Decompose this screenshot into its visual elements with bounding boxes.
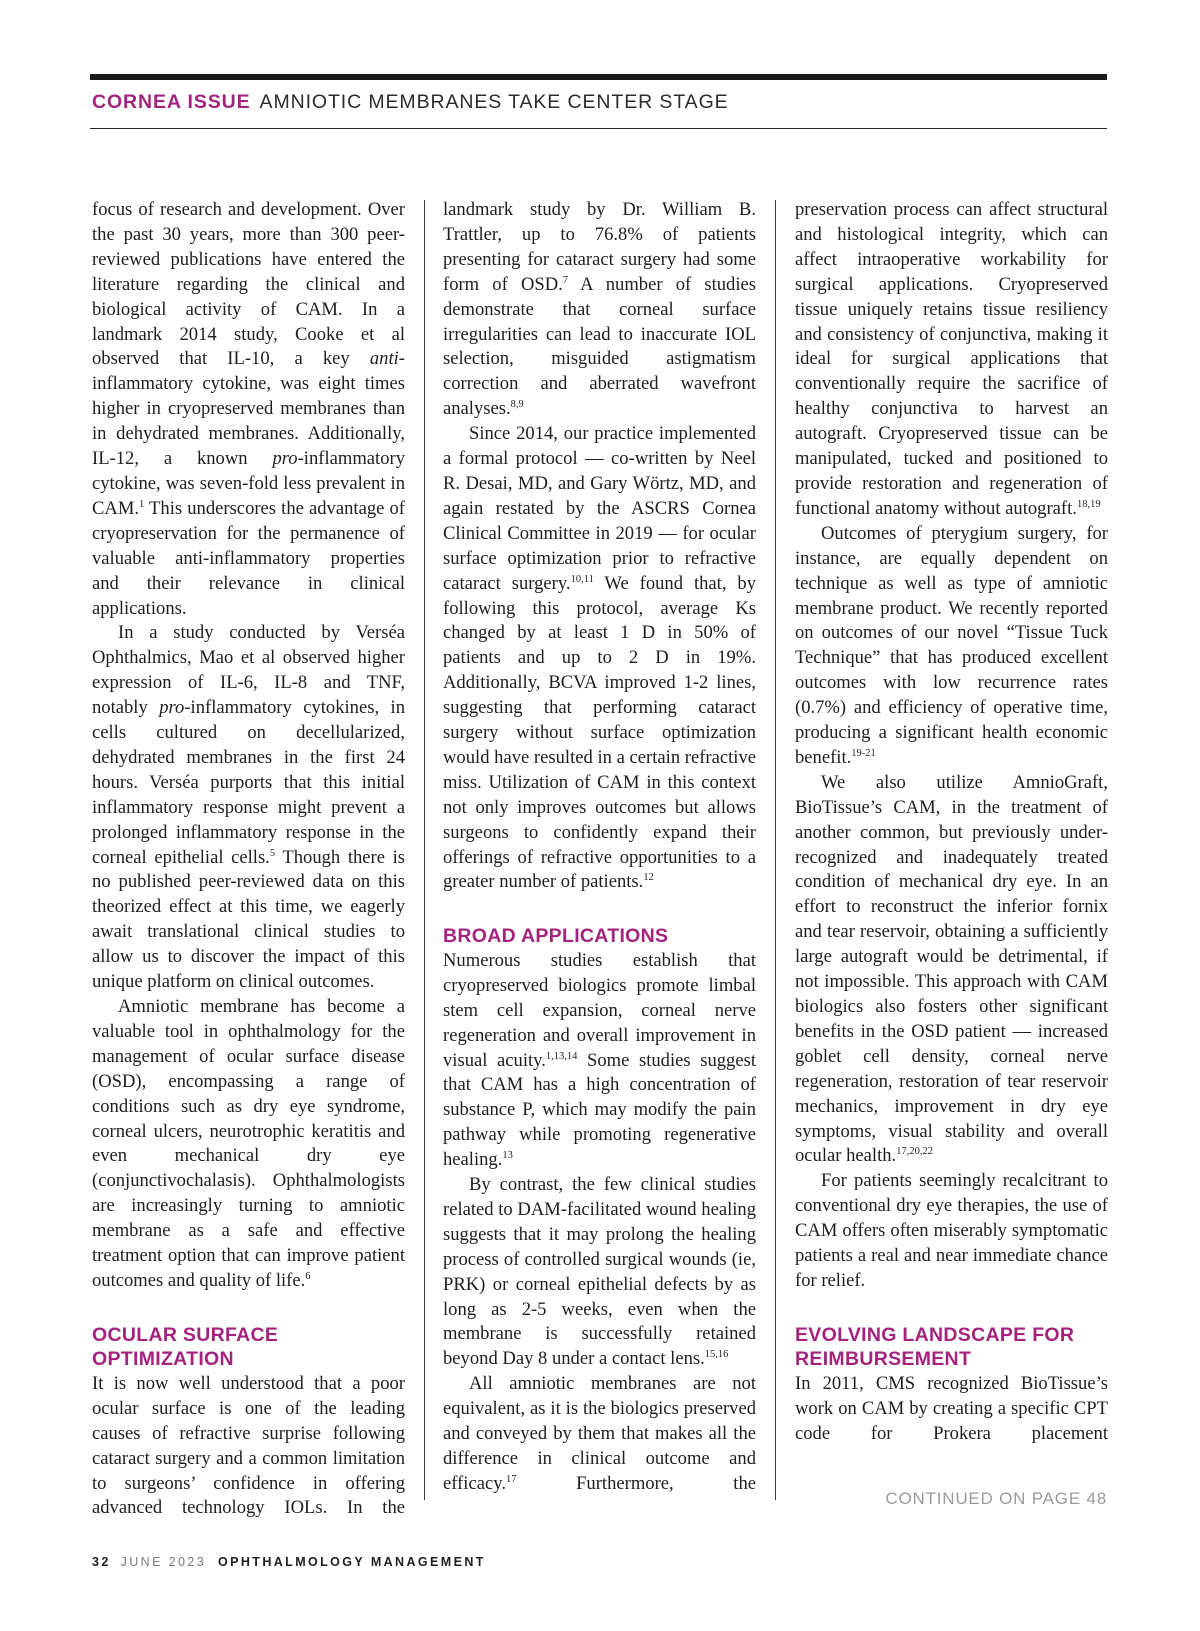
- paragraph: [92, 198, 405, 621]
- citation: 7: [562, 274, 569, 286]
- running-header: [92, 91, 1107, 123]
- text-run: landmark study by Dr. William B. Trattler, up to 76.8% of patients presenting for cataract surgery had some form of OSD.: [443, 199, 756, 295]
- citation: 1,13,14: [545, 1050, 578, 1062]
- section-heading: BROAD APPLICATIONS: [443, 925, 669, 948]
- section-label: CORNEA ISSUE: [92, 91, 251, 113]
- citation: 5: [269, 847, 276, 859]
- page-number: 32: [92, 1555, 111, 1569]
- header-top-rule: [90, 74, 1107, 80]
- text-run: In a study conducted by Verséa Ophthalmics, Mao et al observed higher expression of IL-6, IL-8 and TNF, notably: [92, 622, 405, 719]
- text-run: -inflammatory cytokines, in cells cultured on decellularized, dehydrated membranes in the first 24 hours. Verséa purports that this initial inflammatory response might prevent a prolonged inflammatory response in the corneal epithelial cells.: [92, 697, 405, 868]
- text-run: This underscores the advantage of cryopreservation for the permanence of valuable anti-inflammatory properties and their relevance in clinical applications.: [92, 497, 405, 619]
- text-run: -inflammatory cytokine, was seven-fold less prevalent in CAM.: [92, 448, 405, 519]
- citation: 19-21: [851, 747, 876, 759]
- issue-date: JUNE 2023: [120, 1555, 207, 1569]
- text-run: For patients seemingly recalcitrant to conventional dry eye therapies, the use of CAM offers often miserably symptomatic patients a real and near immediate chance for relief.: [795, 1170, 1108, 1291]
- section-heading: OCULAR SURFACE OPTIMIZATION: [92, 1323, 279, 1371]
- text-run: We found that, by following this protocol, average Ks changed by at least 1 D in 50% of patients and up to 2 D in 19%. Additionally, BCVA improved 1-2 lines, suggesting that performing cataract surgery without surface optimization would have resulted in a certain refractive miss. Utilization of CAM in this context not only improves outcomes but allows surgeons to confidently expand their offerings of refractive opportunities to a greater number of patients.: [443, 572, 756, 893]
- paragraph: [443, 1372, 756, 1497]
- citation: 17,20,22: [896, 1146, 933, 1158]
- paragraph: [443, 949, 756, 1173]
- magazine-name: OPHTHALMOLOGY MANAGEMENT: [218, 1555, 486, 1569]
- text-run: -inflammatory cytokine, was eight times higher in cryopreserved membranes than in dehydrated membranes. Additionally, IL-12, a known: [92, 348, 405, 470]
- column-divider: [424, 200, 425, 1500]
- text-run: Outcomes of pterygium surgery, for instance, are equally dependent on technique as well as type of amniotic membrane product. We recently reported on outcomes of our novel “Tissue Tuck Technique” that has produced excellent outcomes with low recurrence rates (0.7%) and efficiency of operative time, producing a significant health economic benefit.: [795, 522, 1108, 768]
- text-run: focus of research and development. Over the past 30 years, more than 300 peer-reviewed publications have entered the literature regarding the clinical and biological activity of CAM. In a landmark 2014 study, Cooke et al observed that IL-10, a key: [92, 199, 405, 370]
- text-run: A number of studies demonstrate that corneal surface irregularities can lead to inaccurate IOL selection, misguided astigmatism correction and aberrated wavefront analyses.: [443, 273, 756, 420]
- column-3: [795, 198, 1108, 1447]
- citation: 1: [139, 498, 145, 510]
- paragraph: [795, 522, 1108, 771]
- italic-text: pro: [159, 697, 185, 719]
- text-run: Numerous studies establish that cryopreserved biologics promote limbal stem cell expansion, corneal nerve regeneration and overall improvement in visual acuity.: [443, 949, 756, 1071]
- paragraph: [443, 198, 756, 422]
- italic-text: anti: [369, 348, 399, 370]
- citation: 18,19: [1076, 498, 1101, 510]
- citation: 13: [502, 1150, 513, 1162]
- paragraph: [795, 1169, 1108, 1294]
- paragraph: [92, 621, 405, 995]
- paragraph: [443, 422, 756, 895]
- text-run: Furthermore, the: [516, 1472, 756, 1494]
- paragraph: [92, 1372, 405, 1521]
- text-run: Since 2014, our practice implemented a formal protocol — co-written by Neel R. Desai, MD, and Gary Wörtz, MD, and again restated by the ASCRS Cornea Clinical Committee in 2019 — for ocular surface optimization prior to refractive cataract surgery.: [443, 423, 756, 594]
- continued-on-page: CONTINUED ON PAGE 48: [885, 1489, 1107, 1508]
- paragraph: [795, 1372, 1108, 1447]
- column-2: [443, 198, 756, 1497]
- paragraph: [443, 1173, 756, 1372]
- section-heading: EVOLVING LANDSCAPE FOR REIMBURSEMENT: [795, 1323, 1075, 1371]
- column-divider: [775, 200, 776, 1500]
- text-run: Amniotic membrane has become a valuable tool in ophthalmology for the management of ocular surface disease (OSD), encompassing a range of conditions such as dry eye syndrome, corneal ulcers, neurotrophic keratitis and even mechanical dry eye (conjunctivochalasis). Ophthalmologists are increasingly turning to amniotic membrane as a safe and effective treatment option that can improve patient outcomes and quality of life.: [92, 996, 405, 1291]
- citation: 17: [505, 1473, 517, 1485]
- text-run: Though there is no published peer-reviewed data on this theorized effect at this time, we eagerly await translational clinical studies to allow us to discover the impact of this unique platform on clinical outcomes.: [92, 846, 405, 993]
- header-rule: [90, 128, 1107, 129]
- column-1: [92, 198, 405, 1521]
- text-run: Some studies suggest that CAM has a high concentration of substance P, which may modify the pain pathway while promoting regenerative healing.: [443, 1049, 757, 1171]
- italic-text: pro: [272, 448, 298, 470]
- text-run: By contrast, the few clinical studies related to DAM-facilitated wound healing suggests that it may prolong the healing process of controlled surgical wounds (ie, PRK) or corneal epithelial defects by as long as 2-5 weeks, even when the membrane is successfully retained beyond Day 8 under a contact lens.: [443, 1174, 756, 1370]
- citation: 6: [305, 1270, 311, 1282]
- article-title: AMNIOTIC MEMBRANES TAKE CENTER STAGE: [259, 91, 729, 113]
- citation: 15,16: [704, 1349, 729, 1361]
- paragraph: [795, 771, 1108, 1170]
- text-run: All amniotic membranes are not equivalent, as it is the biologics preserved and conveyed by them that makes all the difference in clinical outcome and efficacy.: [443, 1373, 756, 1494]
- paragraph: [795, 198, 1108, 522]
- text-run: preservation process can affect structural and histological integrity, which can affect intraoperative workability for surgical applications. Cryopreserved tissue uniquely retains tissue resiliency and consistency of conjunctiva, making it ideal for surgical applications that conventionally require the sacrifice of healthy conjunctiva to harvest an autograft. Cryopreserved tissue can be manipulated, tucked and positioned to provide restoration and regeneration of functional anatomy without autograft.: [795, 199, 1108, 519]
- citation: 10,11: [570, 573, 594, 585]
- text-run: It is now well understood that a poor ocular surface is one of the leading causes of refractive surprise following cataract surgery and a common limitation to surgeons’ confidence in offering advanced technology IOLs. In the: [92, 1372, 405, 1519]
- text-run: We also utilize AmnioGraft, BioTissue’s CAM, in the treatment of another common, but previously under-recognized and inadequately treated condition of mechanical dry eye. In an effort to reconstruct the inferior fornix and tear reservoir, obtaining a sufficiently large autograft would be detrimental, if not impossible. This approach with CAM biologics also fosters other significant benefits in the OSD patient — increased goblet cell density, corneal nerve regeneration, restoration of tear reservoir mechanics, improvement in dry eye symptoms, visual stability and overall ocular health.: [795, 771, 1108, 1167]
- citation: 8,9: [510, 399, 524, 411]
- page-footer: [92, 1555, 486, 1569]
- text-run: In 2011, CMS recognized BioTissue’s work on CAM by creating a specific CPT code for Prokera placement: [795, 1372, 1108, 1444]
- paragraph: [92, 995, 405, 1294]
- citation: 12: [643, 872, 654, 884]
